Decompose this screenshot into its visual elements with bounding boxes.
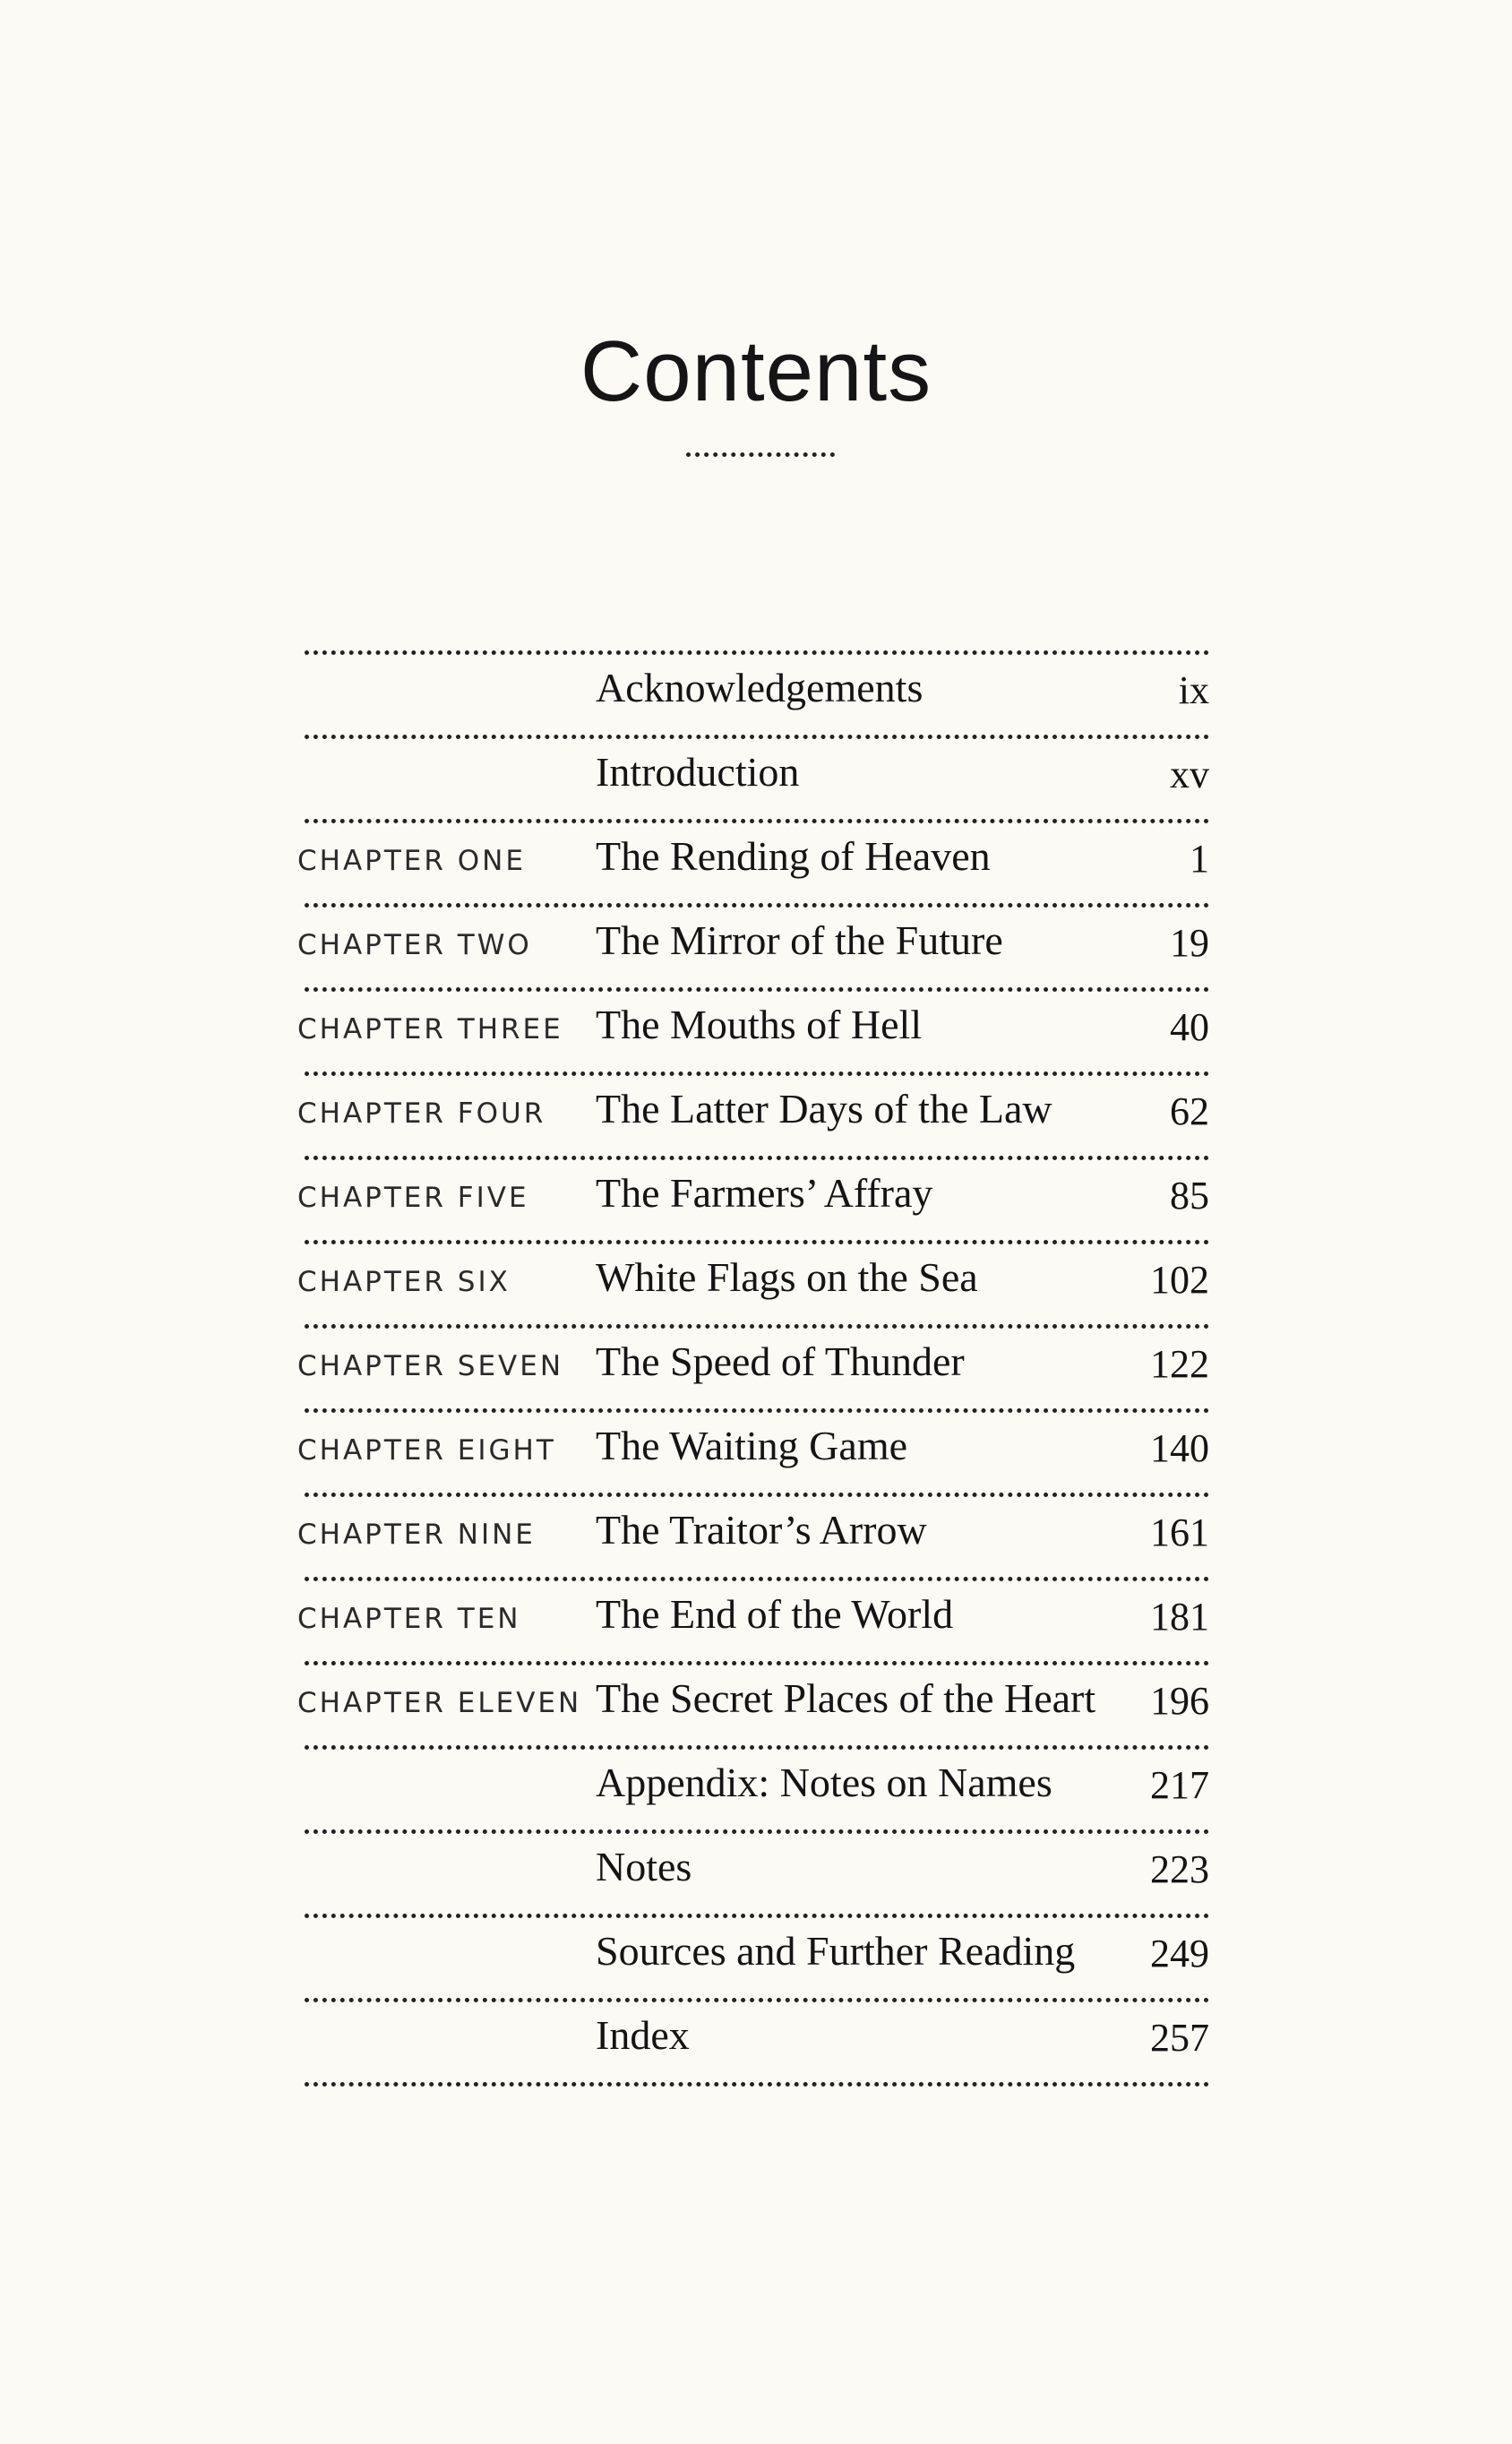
- entry-title: Acknowledgements: [596, 665, 924, 710]
- toc-entry: [297, 1076, 1209, 1156]
- page-number: 85: [1170, 1174, 1209, 1218]
- page-number: 257: [1150, 2016, 1209, 2060]
- dotted-rule: [305, 2082, 1209, 2087]
- page-number: 181: [1150, 1595, 1209, 1639]
- chapter-label: CHAPTER TEN: [297, 1603, 521, 1635]
- entry-title: The Latter Days of the Law: [596, 1086, 1052, 1132]
- page-number: 62: [1170, 1089, 1209, 1133]
- page-number: 217: [1150, 1763, 1209, 1807]
- entry-title: Notes: [596, 1844, 692, 1889]
- chapter-label: CHAPTER ONE: [297, 845, 526, 877]
- toc-entry: [297, 823, 1209, 903]
- entry-title: Appendix: Notes on Names: [596, 1760, 1052, 1805]
- entry-title: The Mouths of Hell: [596, 1002, 923, 1047]
- toc-entry: [297, 1665, 1209, 1745]
- page-number: 196: [1150, 1679, 1209, 1723]
- entry-title: Introduction: [596, 749, 800, 795]
- entry-title: The Traitor’s Arrow: [596, 1507, 927, 1553]
- toc-entry: [305, 739, 1209, 819]
- page-number: 249: [1150, 1932, 1209, 1975]
- toc-entry: [297, 1244, 1209, 1324]
- entry-title: White Flags on the Sea: [596, 1254, 978, 1300]
- chapter-label: CHAPTER THREE: [297, 1013, 563, 1046]
- entry-title: Index: [596, 2012, 690, 2058]
- toc-entry: [305, 1834, 1209, 1914]
- toc-entry: [297, 1497, 1209, 1577]
- toc-entry: [297, 1329, 1209, 1408]
- toc-entry: [297, 1160, 1209, 1240]
- toc-entry: [305, 1750, 1209, 1829]
- chapter-label: CHAPTER FIVE: [297, 1182, 529, 1214]
- entry-title: The Rending of Heaven: [596, 833, 991, 879]
- page-number: 140: [1150, 1426, 1209, 1470]
- page-number: 122: [1150, 1342, 1209, 1386]
- entry-title: The End of the World: [596, 1591, 954, 1637]
- entry-title: The Speed of Thunder: [596, 1338, 965, 1384]
- toc-entry: [297, 1413, 1209, 1493]
- entry-title: Sources and Further Reading: [596, 1928, 1076, 1974]
- entry-title: The Secret Places of the Heart: [596, 1675, 1096, 1721]
- page-title: Contents: [580, 323, 932, 419]
- chapter-label: CHAPTER EIGHT: [297, 1434, 556, 1467]
- entry-title: The Waiting Game: [596, 1423, 908, 1468]
- toc-entry: [297, 1581, 1209, 1661]
- page-number: 102: [1150, 1258, 1209, 1302]
- toc-entry: [297, 908, 1209, 987]
- toc-entry: [305, 1918, 1209, 1998]
- page-number: 19: [1170, 921, 1209, 965]
- entry-title: The Mirror of the Future: [596, 917, 1003, 963]
- chapter-label: CHAPTER FOUR: [297, 1097, 546, 1130]
- toc-entry: [297, 992, 1209, 1071]
- page-number: ix: [1178, 668, 1209, 712]
- chapter-label: CHAPTER TWO: [297, 929, 532, 961]
- toc-entry: [305, 2002, 1209, 2082]
- title-ornament-dots: [686, 452, 835, 457]
- page-number: 40: [1170, 1005, 1209, 1049]
- page-number: 1: [1190, 837, 1209, 881]
- table-of-contents: [297, 650, 1209, 2087]
- chapter-label: CHAPTER ELEVEN: [297, 1687, 582, 1719]
- page-number: 223: [1150, 1847, 1209, 1891]
- page-number: xv: [1170, 753, 1209, 796]
- entry-title: The Farmers’ Affray: [596, 1170, 933, 1216]
- chapter-label: CHAPTER NINE: [297, 1519, 536, 1551]
- page-number: 161: [1150, 1510, 1209, 1554]
- toc-entry: [305, 655, 1209, 735]
- chapter-label: CHAPTER SIX: [297, 1266, 511, 1298]
- chapter-label: CHAPTER SEVEN: [297, 1350, 564, 1382]
